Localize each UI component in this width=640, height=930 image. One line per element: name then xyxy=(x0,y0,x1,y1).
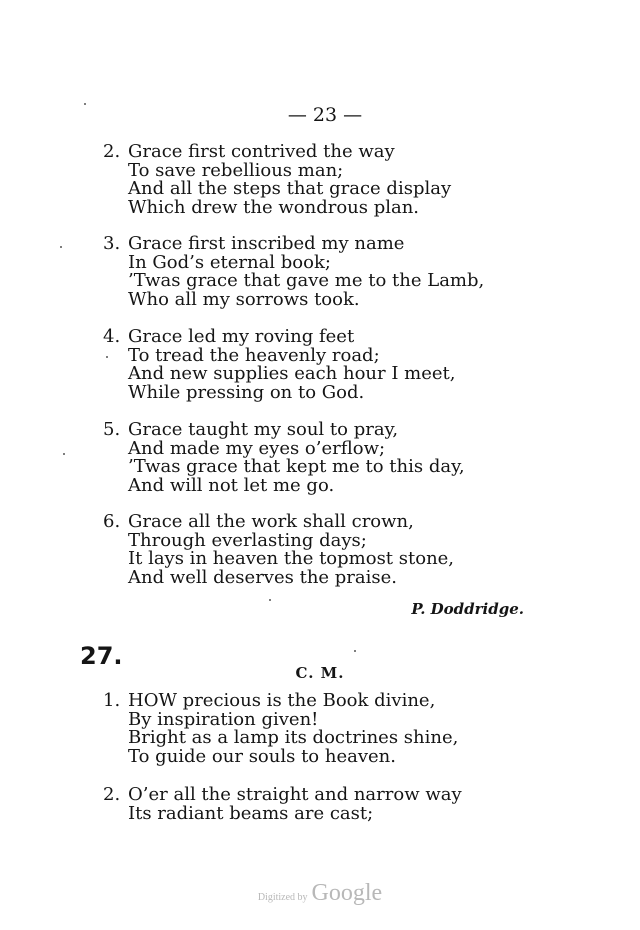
scan-speck xyxy=(63,453,65,455)
hymn-number: 27. xyxy=(80,642,123,670)
stanza-line: And well deserves the praise. xyxy=(128,566,398,588)
stanza-number: 1. xyxy=(103,690,121,711)
stanza-line: Which drew the wondrous plan. xyxy=(128,196,420,218)
stanza-number: 3. xyxy=(103,233,121,254)
digitized-watermark xyxy=(0,880,640,907)
stanza-number: 2. xyxy=(103,784,121,805)
stanza-line: And made my eyes o’erflow; xyxy=(128,437,386,459)
line-text: Grace first inscribed my name xyxy=(128,233,405,254)
stanza-line xyxy=(103,692,458,711)
stanza-line: ’Twas grace that kept me to this day, xyxy=(128,456,465,477)
stanza-line: To save rebellious man; xyxy=(128,159,344,181)
page-number: — 23 — xyxy=(287,104,363,126)
line-text: HOW precious is the Book divine, xyxy=(128,690,436,711)
scan-speck xyxy=(354,650,356,652)
stanza-number: 5. xyxy=(103,419,121,440)
stanza-line: Its radiant beams are cast; xyxy=(128,802,374,824)
scan-speck xyxy=(84,103,86,105)
stanza-line: It lays in heaven the topmost stone, xyxy=(128,548,455,569)
stanza-line: Who all my sorrows took. xyxy=(128,288,360,310)
stanza-line xyxy=(103,421,465,440)
stanza-line: In God’s eternal book; xyxy=(128,251,331,273)
scan-speck xyxy=(106,356,108,358)
stanza xyxy=(103,328,456,402)
scan-speck xyxy=(269,599,271,601)
stanza-line xyxy=(103,786,462,805)
watermark-prefix: Digitized by xyxy=(257,892,308,903)
line-text: O’er all the straight and narrow way xyxy=(128,784,462,805)
stanza-line xyxy=(103,235,484,254)
stanza-line: And will not let me go. xyxy=(128,474,335,496)
meter-label: C. M. xyxy=(295,664,345,682)
stanza-line: Bright as a lamp its doctrines shine, xyxy=(128,727,459,748)
stanza-line: ’Twas grace that gave me to the Lamb, xyxy=(128,270,485,291)
stanza xyxy=(103,235,484,309)
stanza xyxy=(103,421,465,495)
stanza xyxy=(103,143,451,217)
stanza-number: 2. xyxy=(103,141,121,162)
line-text: Grace all the work shall crown, xyxy=(128,511,414,532)
google-logo: Google xyxy=(311,880,383,906)
stanza-line: To tread the heavenly road; xyxy=(128,344,380,366)
stanza xyxy=(103,786,462,823)
stanza-line: And all the steps that grace display xyxy=(128,178,452,199)
stanza xyxy=(103,513,454,587)
line-text: Grace taught my soul to pray, xyxy=(128,419,399,440)
stanza-line: And new supplies each hour I meet, xyxy=(128,363,456,384)
stanza-number: 6. xyxy=(103,511,121,532)
stanza xyxy=(103,692,458,766)
stanza-line: To guide our souls to heaven. xyxy=(128,745,396,767)
line-text: Grace first contrived the way xyxy=(128,141,395,162)
scan-speck xyxy=(60,246,62,248)
stanza-line xyxy=(103,513,454,532)
stanza-line: While pressing on to God. xyxy=(128,381,365,403)
stanza-line xyxy=(103,143,451,162)
stanza-line xyxy=(103,328,456,347)
line-text: Grace led my roving feet xyxy=(128,326,355,347)
stanza-line: By inspiration given! xyxy=(128,708,319,730)
stanza-line: Through everlasting days; xyxy=(128,529,367,551)
author-attribution: P. Doddridge. xyxy=(411,600,524,618)
stanza-number: 4. xyxy=(103,326,121,347)
